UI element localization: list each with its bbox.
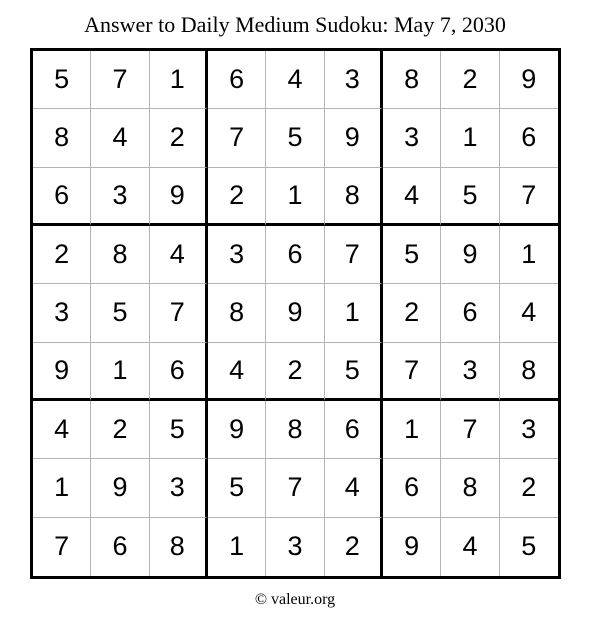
sudoku-cell-r2-c1: 8 <box>33 109 91 167</box>
sudoku-cell-r2-c4: 7 <box>208 109 266 167</box>
sudoku-cell-r9-c9: 5 <box>521 531 537 562</box>
sudoku-cell-r4-c7: 5 <box>383 226 441 284</box>
sudoku-cell-r2-c9: 6 <box>500 109 558 167</box>
sudoku-cell-r2-c6: 9 <box>325 109 383 167</box>
sudoku-cell-r6-c3: 6 <box>150 343 208 401</box>
sudoku-cell-r7-c3: 5 <box>150 401 208 459</box>
sudoku-cell-r2-c2: 4 <box>91 109 149 167</box>
sudoku-cell-r1-c2: 7 <box>91 51 149 109</box>
page-title: Answer to Daily Medium Sudoku: May 7, 2030 <box>84 12 506 37</box>
sudoku-cell-r2-c8: 1 <box>441 109 499 167</box>
sudoku-cell-r3-c5: 1 <box>266 168 324 226</box>
sudoku-cell-r2-c3: 2 <box>150 109 208 167</box>
sudoku-cell-r9-c4: 1 <box>208 518 266 576</box>
sudoku-cell-r3-c6: 8 <box>325 168 383 226</box>
sudoku-cell-r3-c2: 3 <box>91 168 149 226</box>
sudoku-cell-r7-c8: 7 <box>441 401 499 459</box>
sudoku-cell-r4-c5: 6 <box>266 226 324 284</box>
sudoku-cell-r5-c6: 1 <box>325 284 383 342</box>
sudoku-cell-r7-c5: 8 <box>266 401 324 459</box>
sudoku-cell-r8-c5: 7 <box>266 459 324 517</box>
sudoku-cell-r7-c9: 3 <box>500 401 558 459</box>
sudoku-cell-r4-c8: 9 <box>441 226 499 284</box>
sudoku-cell-r9-c6: 2 <box>325 518 383 576</box>
sudoku-cell-r5-c7: 2 <box>383 284 441 342</box>
sudoku-cell-r8-c1: 1 <box>33 459 91 517</box>
sudoku-cell-r6-c7: 7 <box>383 343 441 401</box>
sudoku-cell-r7-c2: 2 <box>91 401 149 459</box>
sudoku-cell-r3-c1: 6 <box>33 168 91 226</box>
sudoku-cell-r8-c8: 8 <box>441 459 499 517</box>
sudoku-cell-r8-c2: 9 <box>91 459 149 517</box>
sudoku-cell-r8-c3: 3 <box>150 459 208 517</box>
sudoku-cell-r3-c9: 7 <box>500 168 558 226</box>
sudoku-cell-r9-c2: 6 <box>91 518 149 576</box>
sudoku-cell-r5-c5: 9 <box>266 284 324 342</box>
sudoku-cell-r2-c5: 5 <box>266 109 324 167</box>
sudoku-cell-r8-c7: 6 <box>383 459 441 517</box>
sudoku-cell-r8-c9: 2 <box>500 459 558 517</box>
sudoku-cell-r4-c1: 2 <box>33 226 91 284</box>
sudoku-cell-r5-c3: 7 <box>150 284 208 342</box>
sudoku-cell-r4-c3: 4 <box>150 226 208 284</box>
sudoku-cell-r1-c5: 4 <box>266 51 324 109</box>
sudoku-cell-r2-c7: 3 <box>383 109 441 167</box>
sudoku-cell-r4-c4: 3 <box>208 226 266 284</box>
sudoku-cell-r8-c6: 4 <box>325 459 383 517</box>
sudoku-cell-r9-c8: 4 <box>441 518 499 576</box>
sudoku-cell-r1-c4: 6 <box>208 51 266 109</box>
sudoku-cell-r6-c9: 8 <box>500 343 558 401</box>
sudoku-cell-r9-c1: 7 <box>33 518 91 576</box>
sudoku-cell-r3-c8: 5 <box>441 168 499 226</box>
sudoku-cell-r6-c6: 5 <box>325 343 383 401</box>
sudoku-cell-r3-c4: 2 <box>208 168 266 226</box>
sudoku-cell-r7-c7: 1 <box>383 401 441 459</box>
sudoku-cell-r7-c4: 9 <box>208 401 266 459</box>
sudoku-grid <box>30 48 561 579</box>
sudoku-cell-r4-c2: 8 <box>91 226 149 284</box>
sudoku-cell-r4-c6: 7 <box>325 226 383 284</box>
sudoku-cell-r6-c8: 3 <box>441 343 499 401</box>
sudoku-cell-r3-c7: 4 <box>383 168 441 226</box>
sudoku-cell-r1-c9: 9 <box>500 51 558 109</box>
sudoku-cell-r9-c3: 8 <box>150 518 208 576</box>
sudoku-cell-r6-c2: 1 <box>91 343 149 401</box>
sudoku-cell-r8-c4: 5 <box>208 459 266 517</box>
copyright-footer: © valeur.org <box>254 591 336 608</box>
sudoku-cell-r1-c8: 2 <box>441 51 499 109</box>
sudoku-cell-r1-c7: 8 <box>383 51 441 109</box>
sudoku-cell-r7-c6: 6 <box>325 401 383 459</box>
sudoku-cell-r6-c4: 4 <box>208 343 266 401</box>
sudoku-cell-r4-c9: 1 <box>500 226 558 284</box>
sudoku-cell-r5-c9: 4 <box>500 284 558 342</box>
sudoku-cell-r1-c6: 3 <box>325 51 383 109</box>
sudoku-cell-r5-c4: 8 <box>208 284 266 342</box>
sudoku-cell-r1-c1: 5 <box>33 51 91 109</box>
sudoku-cell-r5-c2: 5 <box>91 284 149 342</box>
sudoku-cell-r1-c3: 1 <box>150 51 208 109</box>
sudoku-cell-r9-c5: 3 <box>266 518 324 576</box>
sudoku-cell-r6-c1: 9 <box>33 343 91 401</box>
sudoku-cell-r3-c3: 9 <box>150 168 208 226</box>
sudoku-cell-r7-c1: 4 <box>33 401 91 459</box>
sudoku-cell-r9-c7: 9 <box>383 518 441 576</box>
sudoku-cell-r5-c8: 6 <box>441 284 499 342</box>
sudoku-cell-r5-c1: 3 <box>33 284 91 342</box>
sudoku-cell-r6-c5: 2 <box>266 343 324 401</box>
